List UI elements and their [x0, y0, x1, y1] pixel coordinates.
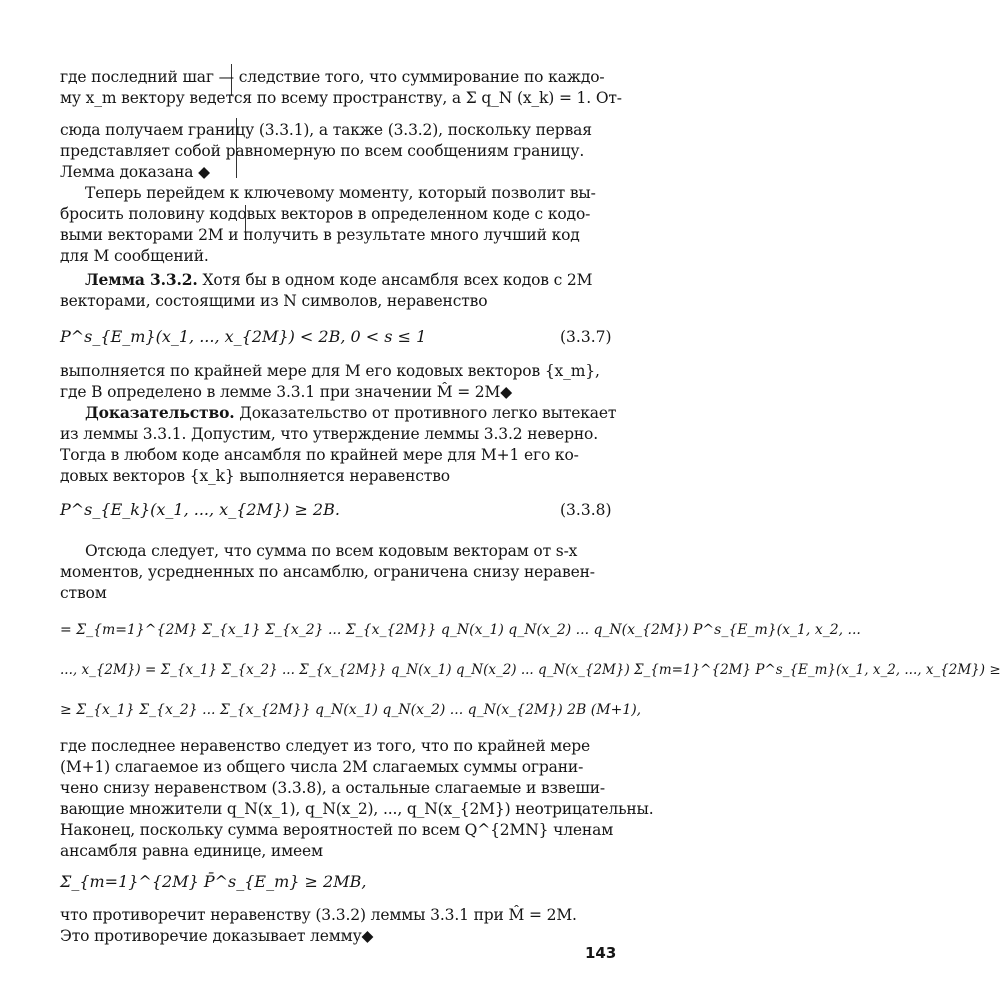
text-line: Теперь перейдем к ключевому моменту, который позволит вы- [85, 184, 596, 202]
text-line: му x_m вектору ведется по всему пространству, а Σ q_N (x_k) = 1. От- [60, 89, 622, 107]
text-line: сюда получаем границу (3.3.1), а также (3.3.2), поскольку первая [60, 121, 592, 139]
text-line: представляет собой равномерную по всем сообщениям границу. [60, 142, 585, 160]
proof-text: Доказательство от противного легко вытекает [239, 404, 617, 422]
text-line: вающие множители q_N(x_1), q_N(x_2), ..., q_N(x_{2M}) неотрицательны. [60, 800, 654, 818]
text-line: где последнее неравенство следует из того, что по крайней мере [60, 737, 591, 755]
text-line: из леммы 3.3.1. Допустим, что утверждение леммы 3.3.2 неверно. [60, 425, 598, 443]
text-line: довых векторов {x_k} выполняется неравенство [60, 467, 450, 485]
text-line: (M+1) слагаемое из общего числа 2M слагаемых суммы ограни- [60, 758, 584, 776]
equation-number: (3.3.7) [560, 328, 612, 346]
text-line: Лемма доказана ◆ [60, 163, 210, 181]
proof-line [85, 403, 618, 423]
equation-number: (3.3.8) [560, 501, 612, 519]
text-line: моментов, усредненных по ансамблю, ограничена снизу нерaвен- [60, 563, 595, 581]
text-line: бросить половину кодовых векторов в определенном коде с кодо- [60, 205, 591, 223]
text-line: выполняется по крайней мере для M его кодовых векторов {x_m}, [60, 362, 600, 380]
text-line: что противоречит неравенству (3.3.2) леммы 3.3.1 при M̂ = 2M. [60, 906, 577, 924]
text-line: ансамбля равна единице, имеем [60, 842, 323, 860]
text-line: где B определено в лемме 3.3.1 при значении M̂ = 2M◆ [60, 383, 513, 401]
equation-3-3-8: P^s_{E_k}(x_1, ..., x_{2M}) ≥ 2B. [60, 500, 340, 519]
text-line: чено снизу неравенством (3.3.8), а остальные слагаемые и взвеши- [60, 779, 605, 797]
text-line: где последний шаг — следствие того, что суммирование по каждо- [60, 68, 605, 86]
text-line: выми векторами 2M и получить в результате много лучший код [60, 226, 580, 244]
text-line: Тогда в любом коде ансамбля по крайней мере для M+1 его ко- [60, 446, 579, 464]
proof-title: Доказательство. [85, 403, 235, 422]
page-number: 143 [585, 944, 617, 962]
text-line: Наконец, поскольку сумма вероятностей по всем Q^{2MN} членам [60, 821, 614, 839]
lemma-title: Лемма 3.3.2. [85, 270, 198, 289]
display-equation: ≥ Σ_{x_1} Σ_{x_2} ... Σ_{x_{2M}} q_N(x_1) q_N(x_2) ... q_N(x_{2M}) 2B (M+1), [60, 702, 642, 718]
text-line: для M сообщений. [60, 247, 209, 265]
display-equation: ..., x_{2M}) = Σ_{x_1} Σ_{x_2} ... Σ_{x_{2M}} q_N(x_1) q_N(x_2) ... q_N(x_{2M}) Σ_{m=1}^{2M} P^s_{E_m}(x_1, x_2, ..., x_{2M}) ≥ [60, 662, 1001, 678]
equation-3-3-7: P^s_{E_m}(x_1, ..., x_{2M}) < 2B, 0 < s ≤ 1 [60, 327, 427, 346]
lemma-text: Хотя бы в одном коде ансамбля всех кодов с 2M [202, 271, 593, 289]
lemma-line [85, 270, 618, 290]
text-line: ством [60, 584, 107, 602]
text-line: векторами, состоящими из N символов, неравенство [60, 292, 488, 310]
text-line: Это противоречие доказывает лемму◆ [60, 927, 374, 945]
text-line: Отсюда следует, что сумма по всем кодовым векторам от s-x [85, 542, 578, 560]
display-equation: = Σ_{m=1}^{2M} Σ_{x_1} Σ_{x_2} ... Σ_{x_{2M}} q_N(x_1) q_N(x_2) ... q_N(x_{2M}) P^s_{E_m}(x_1, x_2, ... [60, 622, 861, 638]
display-equation: Σ_{m=1}^{2M} P̄^s_{E_m} ≥ 2MB, [60, 872, 367, 891]
